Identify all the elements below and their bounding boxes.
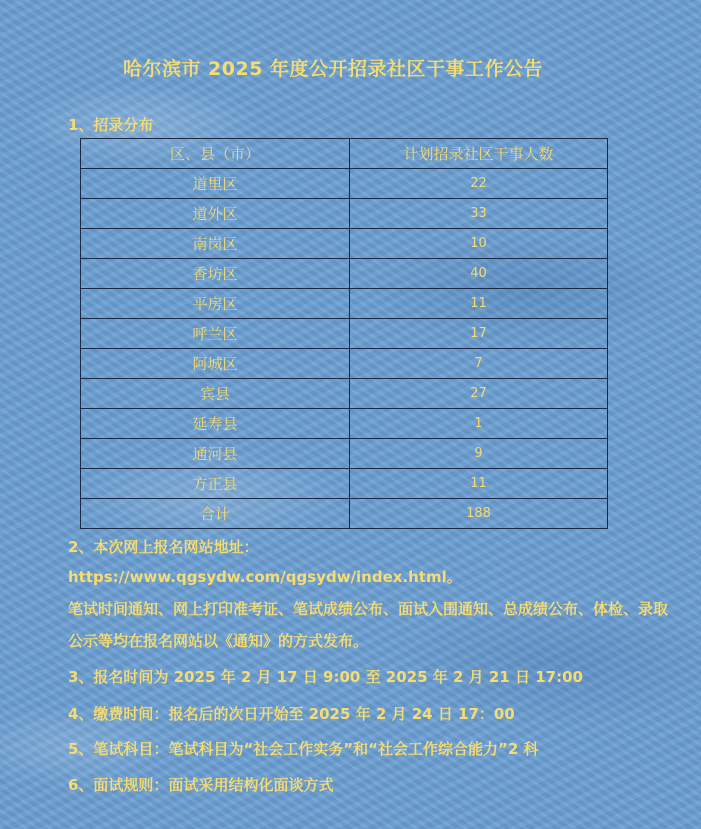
district-name-cell: 香坊区	[81, 259, 350, 289]
recruitment-table	[80, 138, 608, 529]
table-row	[81, 469, 608, 499]
section-2-heading: 2、本次网上报名网站地址：	[68, 538, 259, 556]
table-row	[81, 439, 608, 469]
section-4-payment-time: 4、缴费时间：报名后的次日开始至 2025 年 2 月 24 日 17：00	[68, 705, 515, 723]
table-row	[81, 319, 608, 349]
recruit-count-cell: 17	[350, 319, 608, 349]
column-header-count: 计划招录社区干事人数	[350, 139, 608, 169]
table-row	[81, 409, 608, 439]
column-header-district: 区、县（市）	[81, 139, 350, 169]
district-name-cell: 道里区	[81, 169, 350, 199]
district-name-cell: 阿城区	[81, 349, 350, 379]
recruit-count-cell: 40	[350, 259, 608, 289]
recruit-count-cell: 22	[350, 169, 608, 199]
section-6-interview-rules: 6、面试规则：面试采用结构化面谈方式	[68, 776, 334, 794]
table-row	[81, 349, 608, 379]
district-name-cell: 通河县	[81, 439, 350, 469]
table-row	[81, 289, 608, 319]
table-body	[81, 169, 608, 529]
district-name-cell: 南岗区	[81, 229, 350, 259]
page-title: 哈尔滨市 2025 年度公开招录社区干事工作公告	[122, 58, 544, 80]
district-name-cell: 方正县	[81, 469, 350, 499]
table-row	[81, 229, 608, 259]
table-header-row	[81, 139, 608, 169]
table-row	[81, 499, 608, 529]
section-1-heading: 1、招录分布	[68, 116, 154, 134]
district-name-cell: 延寿县	[81, 409, 350, 439]
recruit-count-cell: 27	[350, 379, 608, 409]
recruit-count-cell: 33	[350, 199, 608, 229]
notice-paragraph: 笔试时间通知、网上打印准考证、笔试成绩公布、面试入围通知、总成绩公布、体检、录取公示等均在报名网站以《通知》的方式发布。	[68, 600, 669, 650]
recruit-count-cell: 7	[350, 349, 608, 379]
recruit-count-cell: 11	[350, 469, 608, 499]
table-row	[81, 199, 608, 229]
district-name-cell: 合计	[81, 499, 350, 529]
table-row	[81, 169, 608, 199]
section-3-registration-time: 3、报名时间为 2025 年 2 月 17 日 9:00 至 2025 年 2 月 21 日 17:00	[68, 668, 583, 686]
table-row	[81, 259, 608, 289]
recruit-count-cell: 188	[350, 499, 608, 529]
recruit-count-cell: 1	[350, 409, 608, 439]
section-5-exam-subjects: 5、笔试科目：笔试科目为“社会工作实务”和“社会工作综合能力”2 科	[68, 740, 539, 758]
table-row	[81, 379, 608, 409]
district-name-cell: 呼兰区	[81, 319, 350, 349]
recruit-count-cell: 11	[350, 289, 608, 319]
recruit-count-cell: 9	[350, 439, 608, 469]
recruit-count-cell: 10	[350, 229, 608, 259]
district-name-cell: 平房区	[81, 289, 350, 319]
district-name-cell: 宾县	[81, 379, 350, 409]
registration-url: https://www.qgsydw.com/qgsydw/index.html。	[68, 568, 462, 586]
district-name-cell: 道外区	[81, 199, 350, 229]
